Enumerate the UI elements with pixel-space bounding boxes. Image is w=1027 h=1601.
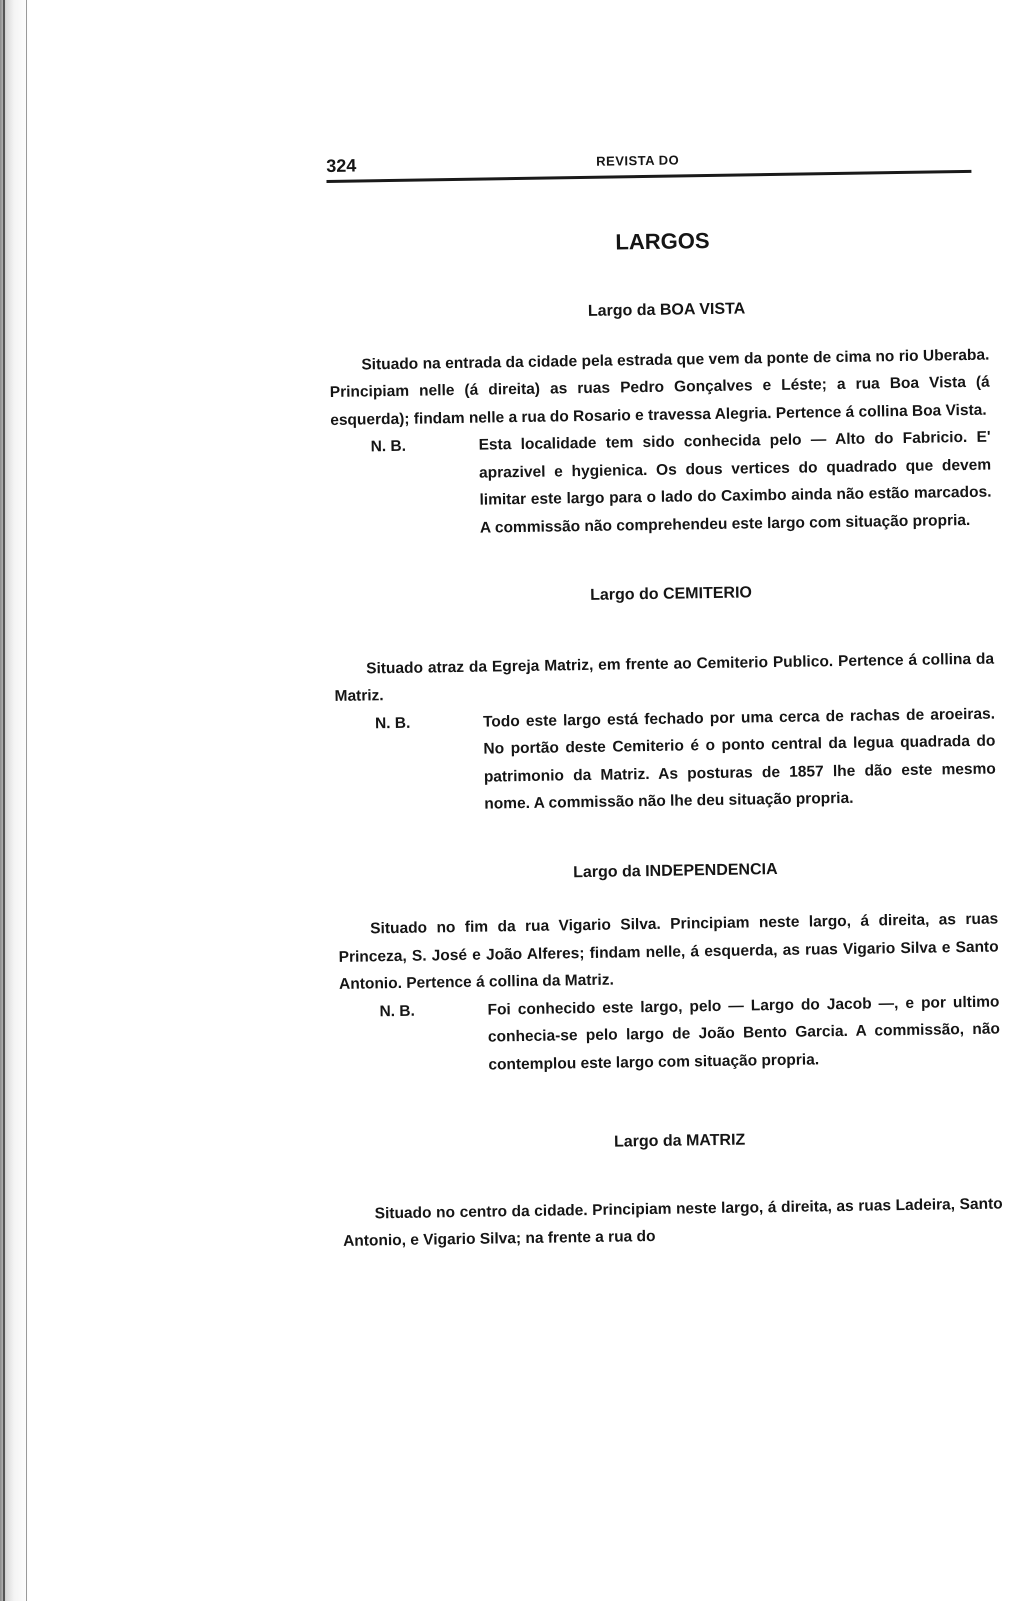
running-head: [326, 140, 986, 178]
entry-title: Largo da BOA VISTA: [587, 300, 746, 320]
entry-title: Largo do CEMITERIO: [590, 584, 753, 604]
document-page: [326, 140, 1003, 1256]
entry-largo-boa-vista: [328, 292, 992, 544]
entry-text: Situado atraz da Egreja Matriz, em frente ao Cemiterio Publico. Pertence á collina da Matriz.: [334, 650, 995, 705]
entry-title: Largo da MATRIZ: [613, 1131, 746, 1151]
journal-title: REVISTA DO: [596, 152, 680, 169]
page-number: 324: [326, 155, 357, 176]
entry-largo-independencia: [337, 852, 1000, 1081]
note-label: N. B.: [374, 714, 411, 732]
entry-note: [335, 700, 997, 820]
entry-title: Largo da INDEPENDENCIA: [573, 860, 778, 881]
entry-note: [330, 424, 992, 544]
entry-largo-cemiterio: [333, 576, 997, 821]
entry-note: [339, 988, 1000, 1081]
scan-margin-shadow: [0, 0, 58, 1601]
note-label: N. B.: [379, 1002, 415, 1020]
scan-edge-line: [26, 0, 27, 1601]
note-text: Todo este largo está fechado por uma cerca de rachas de aroeiras. No portão deste Cemiterio é o ponto central da legua quadrada do patrimonio da Matriz. As posturas de 1857 lhe dão este mesmo nome. A commissão não lhe deu situação propria.: [482, 705, 996, 813]
note-label: N. B.: [370, 437, 407, 456]
scan-edge-line: [3, 0, 5, 1601]
entry-text: Situado no centro da cidade. Principiam neste largo, á direita, as ruas Ladeira, Santo Antonio, e Vigario Silva; na frente a rua do: [343, 1195, 1003, 1250]
section-title: LARGOS: [615, 227, 710, 255]
header-rule: [326, 170, 971, 183]
note-text: Foi conhecido este largo, pelo — Largo do Jacob —, e por ultimo conhecia-se pelo largo de João Bento Garcia. A commissão, não contemplou este largo com situação propria.: [487, 993, 1001, 1074]
note-text: Esta localidade tem sido conhecida pelo — Alto do Fabricio. E' aprazivel e hygienica. Os dous vertices do quadrado que devem limitar este largo para o lado do Caximbo ainda não estão marcados. A commissão não comprehendeu este largo com situação propria.: [478, 428, 992, 537]
entry-text: Situado na entrada da cidade pela estrada que vem da ponte de cima no rio Uberaba. Principiam nelle (á direita) as ruas Pedro Gonçalves e Léste; a rua Boa Vista (á esquerda); findam nelle a rua do Rosario e travessa Alegria. Pertence á collina Boa Vista.: [329, 346, 990, 429]
entry-largo-matriz: [341, 1123, 1003, 1256]
entry-text: Situado no fim da rua Vigario Silva. Principiam neste largo, á direita, as ruas Princeza, S. José e João Alferes; findam nelle, á esquerda, as ruas Vigario Silva e Santo Antonio. Pertence á collina da Matriz.: [338, 910, 999, 993]
